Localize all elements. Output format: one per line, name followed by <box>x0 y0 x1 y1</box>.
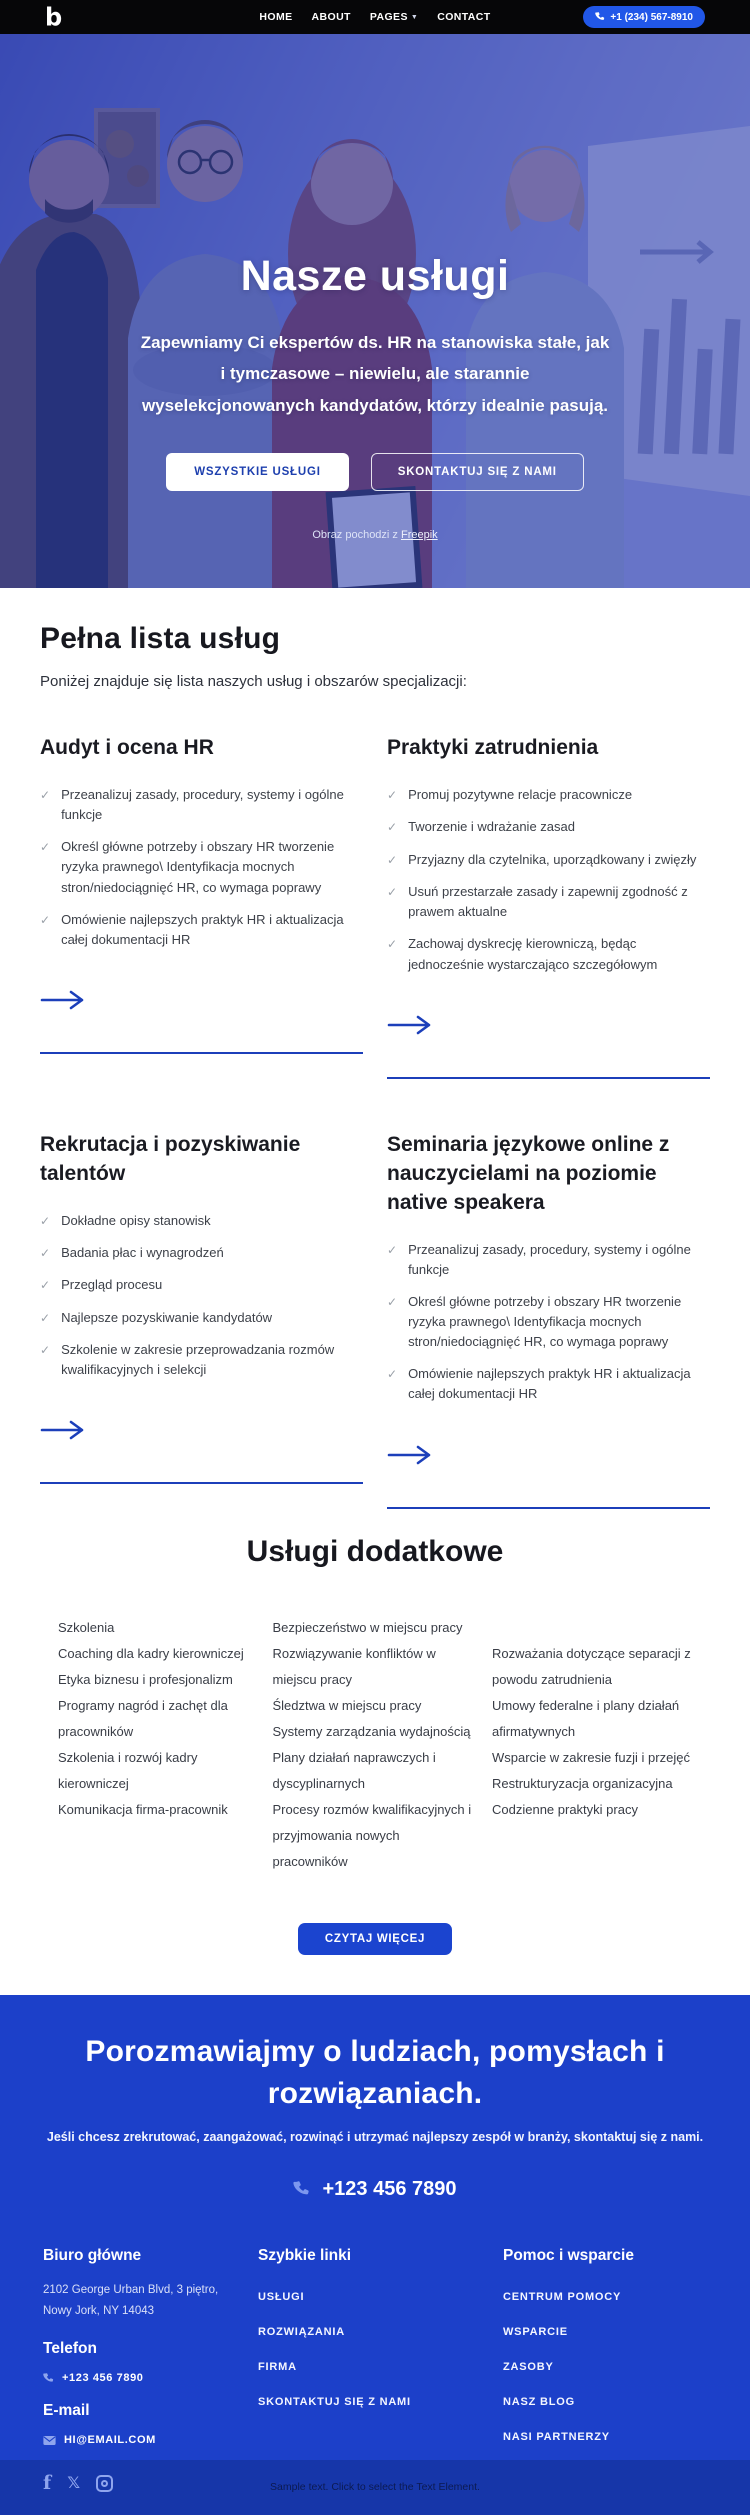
list-item: Codzienne praktyki pracy <box>492 1801 638 1817</box>
envelope-icon <box>43 2435 56 2446</box>
freepik-link[interactable]: Freepik <box>400 529 438 542</box>
list-item: Bezpieczeństwo w miejscu pracy <box>272 1619 463 1635</box>
list-item: ✓ Tworzenie i wdrażanie zasad <box>387 817 710 837</box>
facebook-icon[interactable]: f <box>43 2472 52 2495</box>
list-item <box>503 2427 710 2445</box>
list-item: ✓ Przyjazny dla czytelnika, uporządkowany i zwięzły <box>387 850 710 870</box>
read-more-button[interactable]: CZYTAJ WIĘCEJ <box>298 1923 452 1955</box>
footer-phone-number: +123 456 7890 <box>62 2372 144 2385</box>
divider <box>40 1052 363 1054</box>
list-item: Rozważania dotyczące separacji z powodu zatrudnienia <box>492 1645 691 1687</box>
list-item: ✓ Promuj pozytywne relacje pracownicze <box>387 785 710 805</box>
hero-title: Nasze usługi <box>240 252 510 300</box>
additional-services-heading: Usługi dodatkowe <box>246 1534 504 1568</box>
spacer <box>0 1955 750 1995</box>
all-services-button[interactable]: WSZYSTKIE USŁUGI <box>166 453 349 491</box>
list-item: ✓ Przegląd procesu <box>40 1275 363 1295</box>
list-item <box>503 2357 710 2375</box>
cta-subheading: Jeśli chcesz zrekrutować, zaangażować, rozwinąć i utrzymać najlepszy zespół w branży, skontaktuj się z nami. <box>46 2129 704 2144</box>
arrow-link[interactable] <box>40 1420 90 1440</box>
additional-column-1 <box>58 1615 258 1875</box>
cta-heading: Porozmawiajmy o ludziach, pomysłach i rozwiązaniach. <box>85 2034 665 2111</box>
social-icons <box>43 2472 258 2494</box>
service-block-title: Audyt i ocena HR <box>40 736 214 759</box>
list-item <box>258 2357 503 2375</box>
footer-link-firma[interactable]: FIRMA <box>258 2360 297 2373</box>
check-icon: ✓ <box>40 1343 51 1358</box>
list-item: ✓ Najlepsze pozyskiwanie kandydatów <box>40 1308 363 1328</box>
check-icon: ✓ <box>387 1242 398 1257</box>
arrow-link[interactable] <box>387 1015 437 1035</box>
footer-phone-link[interactable] <box>43 2372 258 2384</box>
service-block-audyt <box>40 734 363 1079</box>
footer-link-rozwiazania[interactable]: ROZWIĄZANIA <box>258 2325 346 2338</box>
additional-services-section <box>0 1509 750 1955</box>
read-more-row <box>50 1923 700 1955</box>
list-item: ✓ Określ główne potrzeby i obszary HR tworzenie ryzyka prawnego\ Identyfikacja mocnych stron/niedociągnięć HR, co wymaga poprawy <box>387 1292 710 1352</box>
main-nav <box>259 11 490 23</box>
divider <box>387 1507 710 1509</box>
service-block-seminaria <box>387 1131 710 1509</box>
support-heading: Pomoc i wsparcie <box>503 2246 634 2264</box>
check-icon: ✓ <box>40 840 51 855</box>
list-item: Rozwiązywanie konfliktów w miejscu pracy <box>272 1645 436 1687</box>
footer-email-address: HI@EMAIL.COM <box>64 2434 156 2447</box>
list-item: Programy nagród i zachęt dla pracowników <box>58 1697 228 1739</box>
service-checklist <box>40 1211 363 1393</box>
check-icon: ✓ <box>40 787 51 802</box>
check-icon: ✓ <box>387 937 398 952</box>
check-icon: ✓ <box>387 820 398 835</box>
footer-support-column <box>503 2247 710 2495</box>
cta-phone-link[interactable] <box>40 2178 710 2201</box>
list-item: Plany działań naprawczych i dyscyplinarnych <box>272 1749 436 1791</box>
header-phone-button[interactable] <box>583 6 705 28</box>
list-item: ✓ Badania płac i wynagrodzeń <box>40 1243 363 1263</box>
sample-text-element[interactable]: Sample text. Click to select the Text Element. <box>270 2481 480 2494</box>
list-item: Etyka biznesu i profesjonalizm <box>58 1671 233 1687</box>
list-item: ✓ Określ główne potrzeby i obszary HR tworzenie ryzyka prawnego\ Identyfikacja mocnych stron/niedociągnięć HR, co wymaga poprawy <box>40 837 363 897</box>
list-item: Restrukturyzacja organizacyjna <box>492 1775 673 1791</box>
check-icon: ✓ <box>40 1246 51 1261</box>
contact-us-button[interactable]: SKONTAKTUJ SIĘ Z NAMI <box>371 453 584 491</box>
list-item: Śledztwa w miejscu pracy <box>272 1697 422 1713</box>
nav-item-about[interactable]: ABOUT <box>311 11 351 23</box>
services-heading: Pełna lista usług <box>40 622 281 655</box>
nav-item-pages[interactable] <box>370 11 418 23</box>
list-item: ✓ Dokładne opisy stanowisk <box>40 1211 363 1231</box>
list-item: ✓ Usuń przestarzałe zasady i zapewnij zgodność z prawem aktualne <box>387 882 710 922</box>
image-credit-text: Obraz pochodzi z <box>312 529 401 542</box>
footer-link-uslugi[interactable]: USŁUGI <box>258 2290 305 2303</box>
nav-item-home[interactable]: HOME <box>259 11 293 23</box>
list-item: Szkolenia <box>58 1619 115 1635</box>
x-icon[interactable]: 𝕏 <box>67 2475 81 2493</box>
arrow-link[interactable] <box>40 990 90 1010</box>
support-links-list <box>503 2287 710 2445</box>
check-icon: ✓ <box>387 1294 398 1309</box>
list-item: Komunikacja firma-pracownik <box>58 1801 228 1817</box>
phone-icon <box>595 12 605 22</box>
services-subheading: Poniżej znajduje się lista naszych usług i obszarów specjalizacji: <box>40 673 467 690</box>
phone-heading: Telefon <box>43 2340 97 2358</box>
footer-link-wsparcie[interactable]: WSPARCIE <box>503 2325 568 2338</box>
list-item: ✓ Omówienie najlepszych praktyk HR i aktualizacja całej dokumentacji HR <box>40 910 363 950</box>
list-item: Systemy zarządzania wydajnością <box>272 1723 471 1739</box>
list-item <box>503 2287 710 2305</box>
nav-item-pages-label: PAGES <box>369 11 408 23</box>
hero-section <box>0 34 750 588</box>
additional-services-grid <box>50 1615 700 1875</box>
check-icon: ✓ <box>40 912 51 927</box>
additional-column-2 <box>273 1615 478 1875</box>
list-item: ✓ Szkolenie w zakresie przeprowadzania rozmów kwalifikacyjnych i selekcji <box>40 1340 363 1380</box>
instagram-icon[interactable] <box>96 2475 113 2492</box>
site-logo[interactable]: b <box>45 2 63 32</box>
list-item: ✓ Przeanalizuj zasady, procedury, systemy i ogólne funkcje <box>387 1240 710 1280</box>
divider <box>387 1077 710 1079</box>
footer-link-zasoby[interactable]: ZASOBY <box>503 2360 554 2373</box>
phone-icon <box>293 2181 310 2198</box>
service-checklist <box>40 785 363 962</box>
check-icon: ✓ <box>387 787 398 802</box>
footer-email-link[interactable] <box>43 2434 258 2446</box>
phone-icon <box>43 2373 54 2384</box>
footer-quick-links-column <box>258 2247 503 2495</box>
service-checklist <box>387 785 710 987</box>
cta-phone-number: +123 456 7890 <box>322 2177 457 2200</box>
chevron-down-icon: ▼ <box>410 13 419 21</box>
list-item <box>503 2322 710 2340</box>
check-icon: ✓ <box>40 1213 51 1228</box>
footer-link-skontaktuj[interactable]: SKONTAKTUJ SIĘ Z NAMI <box>258 2395 411 2408</box>
check-icon: ✓ <box>387 852 398 867</box>
list-item: Procesy rozmów kwalifikacyjnych i przyjmowania nowych pracowników <box>272 1801 472 1869</box>
email-heading: E-mail <box>43 2402 90 2420</box>
list-item: Wsparcie w zakresie fuzji i przejęć <box>492 1749 690 1765</box>
list-item: Coaching dla kadry kierowniczej <box>58 1645 244 1661</box>
list-item <box>258 2392 503 2410</box>
list-item <box>258 2287 503 2305</box>
service-block-title: Seminaria językowe online z nauczycielami na poziomie native speakera <box>387 1132 670 1214</box>
service-checklist <box>387 1240 710 1417</box>
check-icon: ✓ <box>387 1367 398 1382</box>
list-item: ✓ Przeanalizuj zasady, procedury, systemy i ogólne funkcje <box>40 785 363 825</box>
header-phone-label: +1 (234) 567-8910 <box>610 11 693 23</box>
office-heading: Biuro główne <box>43 2246 142 2264</box>
quick-links-heading: Szybkie linki <box>258 2246 352 2264</box>
service-block-rekrutacja <box>40 1131 363 1509</box>
services-section <box>0 588 750 1509</box>
footer-link-nasz-blog[interactable]: NASZ BLOG <box>503 2395 575 2408</box>
list-item <box>258 2322 503 2340</box>
hero-content <box>0 252 750 541</box>
list-item: ✓ Omówienie najlepszych praktyk HR i aktualizacja całej dokumentacji HR <box>387 1364 710 1404</box>
footer-link-centrum-pomocy[interactable]: CENTRUM POMOCY <box>503 2290 622 2303</box>
list-item <box>503 2392 710 2410</box>
service-block-praktyki <box>387 734 710 1079</box>
check-icon: ✓ <box>40 1310 51 1325</box>
hero-buttons <box>0 453 750 491</box>
service-block-title: Praktyki zatrudnienia <box>387 736 599 759</box>
services-grid <box>40 734 710 1509</box>
additional-column-3 <box>492 1615 692 1875</box>
quick-links-list <box>258 2287 503 2410</box>
hero-subtitle: Zapewniamy Ci ekspertów ds. HR na stanowiska stałe, jak i tymczasowe – niewielu, ale starannie wyselekcjonowanych kandydatów, którzy idealnie pasują. <box>140 333 610 415</box>
footer-office-column <box>43 2247 258 2495</box>
list-item: Umowy federalne i plany działań afirmatywnych <box>492 1697 680 1739</box>
image-credit <box>0 529 750 541</box>
top-navigation-bar <box>0 0 750 34</box>
service-block-title: Rekrutacja i pozyskiwanie talentów <box>40 1132 301 1185</box>
nav-item-contact[interactable]: CONTACT <box>437 11 491 23</box>
footer-link-nasi-partnerzy[interactable]: NASI PARTNERZY <box>503 2430 610 2443</box>
check-icon: ✓ <box>387 885 398 900</box>
list-item: ✓ Zachowaj dyskrecję kierowniczą, będąc jednocześnie wystarczająco szczegółowym <box>387 934 710 974</box>
arrow-link[interactable] <box>387 1445 437 1465</box>
divider <box>40 1482 363 1484</box>
list-item: Szkolenia i rozwój kadry kierowniczej <box>58 1749 198 1791</box>
check-icon: ✓ <box>40 1278 51 1293</box>
office-address: 2102 George Urban Blvd, 3 piętro, Nowy Jork, NY 14043 <box>43 2283 219 2318</box>
footer-columns <box>40 2247 710 2495</box>
